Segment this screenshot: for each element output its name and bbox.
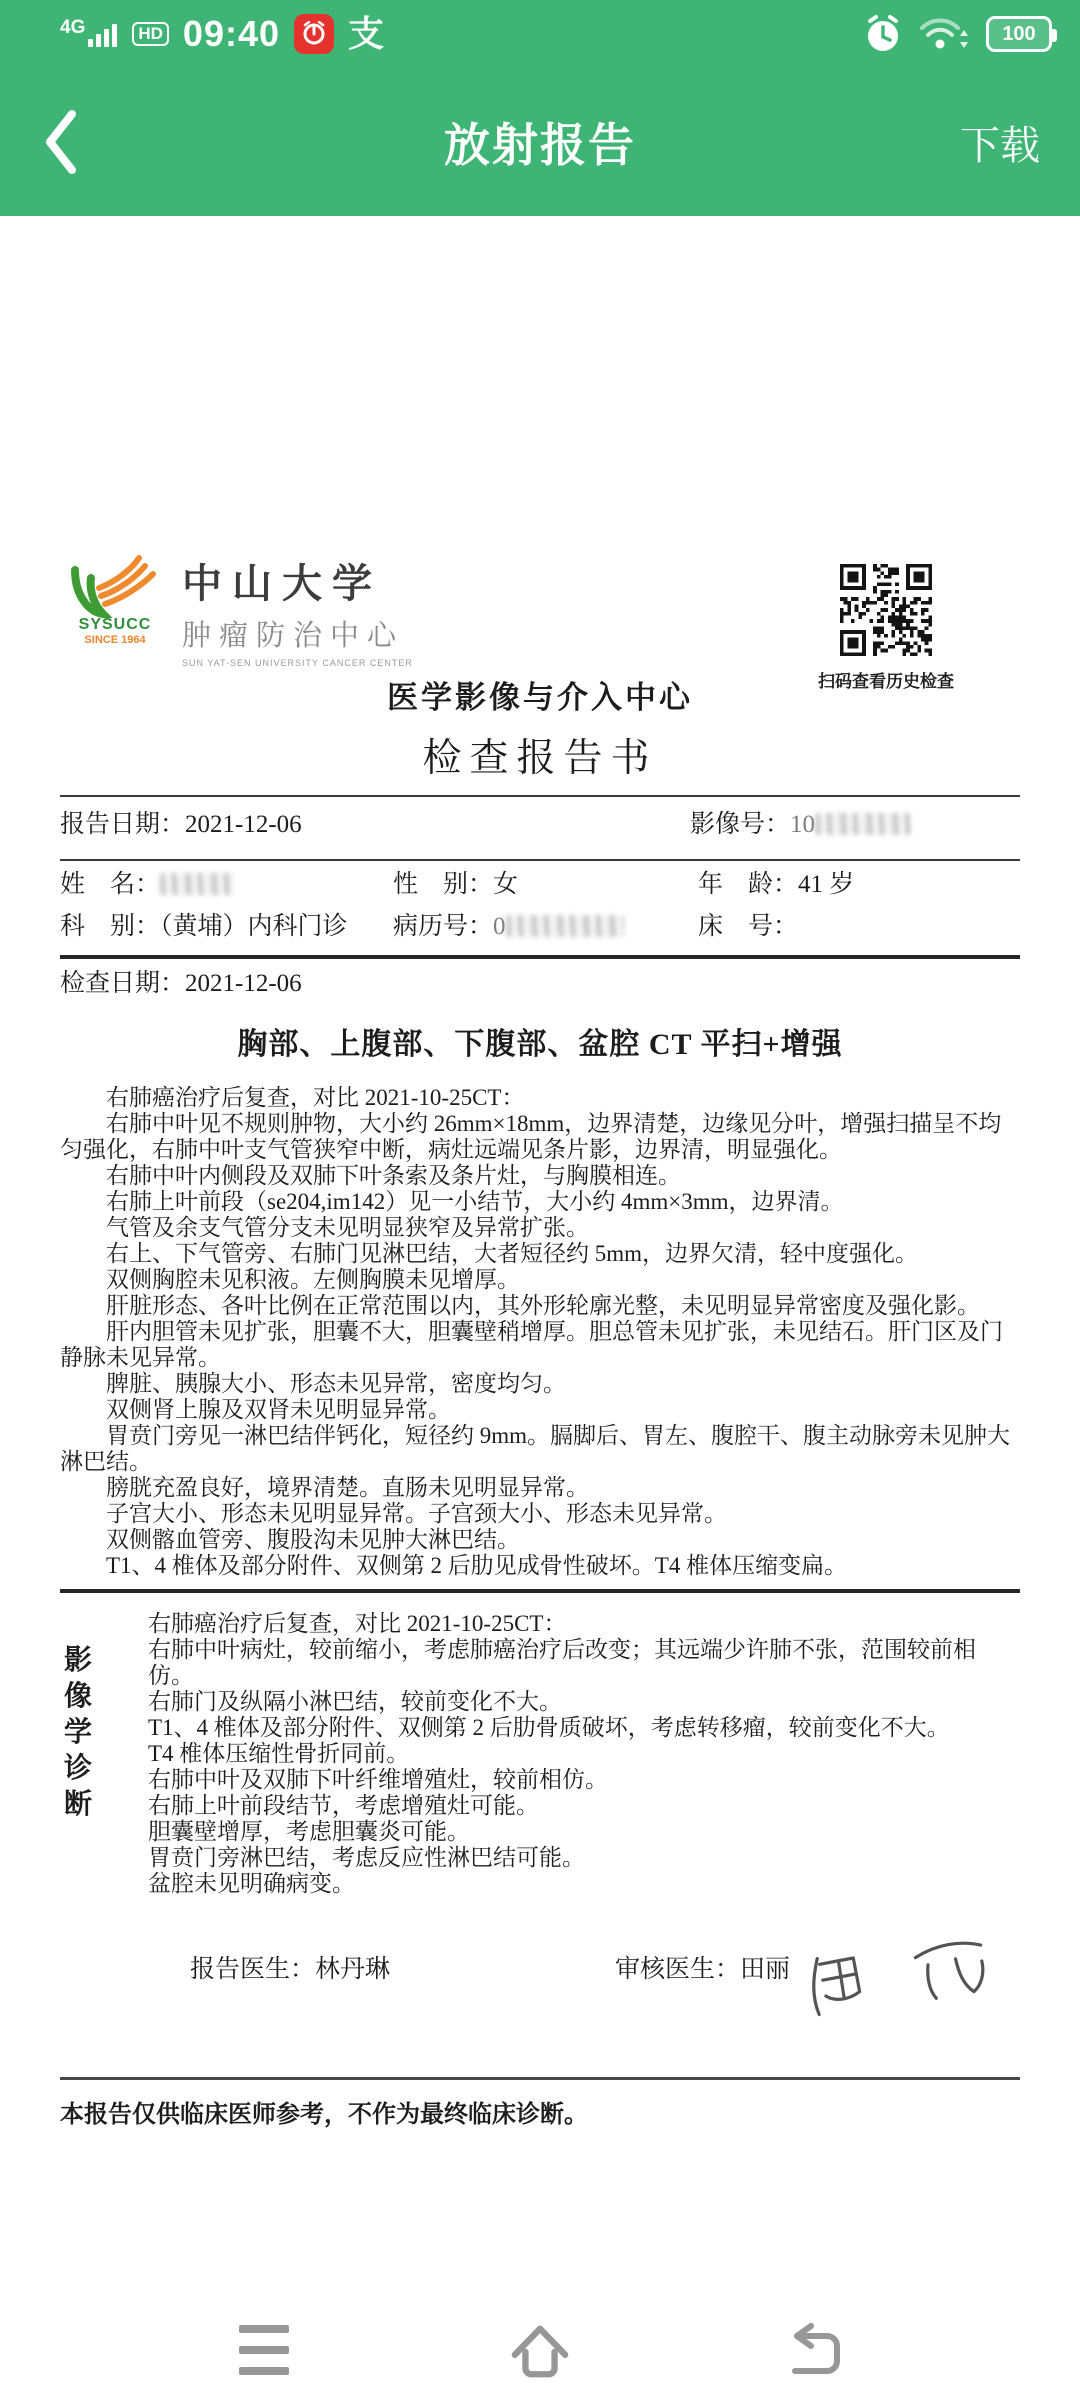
findings-line: 右肺上叶前段（se204,im142）见一小结节，大小约 4mm×3mm，边界清。	[106, 1189, 844, 1214]
signal-bars-icon	[88, 21, 118, 47]
findings-line: 右上、下气管旁、右肺门见淋巴结，大者短径约 5mm，边界欠清，轻中度强化。	[106, 1241, 919, 1266]
diagnosis-content	[148, 1611, 1020, 1897]
bed-label: 床 号：	[698, 913, 799, 940]
diagnosis-line: 右肺门及纵隔小淋巴结，较前变化不大。	[148, 1689, 562, 1714]
dept-value: （黄埔）内科门诊	[160, 913, 348, 940]
findings-line: T1、4 椎体及部分附件、双侧第 2 后肋见成骨性破坏。T4 椎体压缩变扁。	[106, 1553, 848, 1578]
wifi-icon	[920, 14, 970, 54]
report-date-value: 2021-12-06	[185, 811, 302, 838]
signal-strength-icon	[60, 17, 118, 47]
back-nav-button[interactable]	[784, 2318, 848, 2382]
divider	[60, 2077, 1020, 2080]
qr-caption: 扫码查看历史检查	[818, 672, 954, 691]
diagnosis-section	[60, 1611, 1020, 1897]
diagnosis-line: 右肺上叶前段结节，考虑增殖灶可能。	[148, 1793, 539, 1818]
document-title: 检查报告书	[422, 737, 658, 780]
return-arrow-icon	[785, 2321, 847, 2379]
department-title: 医学影像与介入中心	[387, 680, 693, 715]
hd-voice-badge: HD	[132, 22, 169, 47]
qr-block	[804, 564, 968, 692]
status-time: 09:40	[182, 13, 280, 54]
findings-line: 双侧髂血管旁、腹股沟未见肿大淋巴结。	[106, 1527, 520, 1552]
findings-line: 气管及余支气管分支未见明显狭窄及异常扩张。	[106, 1215, 589, 1240]
diagnosis-line: 胆囊壁增厚，考虑胆囊炎可能。	[148, 1819, 470, 1844]
exam-title: 胸部、上腹部、下腹部、盆腔 CT 平扫+增强	[237, 1028, 843, 1061]
findings-line: 右肺中叶见不规则肿物，大小约 26mm×18mm，边界清楚，边缘见分叶，增强扫描呈不均匀强化，右肺中叶支气管狭窄中断，病灶远端见条片影，边界清，明显强化。	[60, 1111, 1002, 1162]
diagnosis-line: T1、4 椎体及部分附件、双侧第 2 后肋骨质破坏，考虑转移瘤，较前变化不大。	[148, 1715, 950, 1740]
mrn-label: 病历号：	[393, 913, 494, 940]
findings-section	[60, 1085, 1020, 1579]
findings-line: 右肺中叶内侧段及双肺下叶条索及条片灶，与胸膜相连。	[106, 1163, 681, 1188]
battery-percent: 100	[1002, 22, 1036, 45]
doctors-row	[60, 1927, 1020, 2043]
diagnosis-line: 右肺中叶病灶，较前缩小，考虑肺癌治疗后改变；其远端少许肺不张，范围较前相仿。	[148, 1637, 976, 1688]
age-label: 年 龄：	[698, 871, 799, 898]
hospital-logo-icon	[69, 552, 161, 618]
patient-row	[60, 861, 1020, 903]
findings-line: 子宫大小、形态未见明显异常。子宫颈大小、形态未见异常。	[106, 1501, 727, 1526]
report-doctor	[190, 1949, 390, 1985]
status-bar	[0, 0, 1080, 68]
image-no-label: 影像号：	[690, 811, 791, 838]
alipay-icon: 支	[348, 13, 385, 54]
back-button[interactable]	[40, 102, 100, 182]
notification-app-icon	[294, 14, 334, 54]
report-document	[0, 552, 1080, 2129]
hospital-name-cn: 中山大学	[182, 561, 382, 606]
android-nav-bar	[0, 2292, 1080, 2408]
download-button[interactable]: 下载	[960, 123, 1040, 168]
app-header	[0, 68, 1080, 216]
exam-date-row	[60, 959, 1020, 1003]
report-doctor-label: 报告医生：	[190, 1956, 316, 1983]
recents-button[interactable]	[232, 2318, 296, 2382]
findings-line: 肝内胆管未见扩张，胆囊不大，胆囊壁稍增厚。胆总管未见扩张，未见结石。肝门区及门静脉未见异常。	[60, 1319, 1003, 1370]
diagnosis-line: 右肺中叶及双肺下叶纤维增殖灶，较前相仿。	[148, 1767, 608, 1792]
alarm-clock-icon	[862, 13, 904, 55]
menu-icon	[239, 2325, 289, 2375]
diagnosis-line: 盆腔未见明确病变。	[148, 1871, 355, 1896]
review-doctor-name: 田丽	[740, 1956, 791, 1983]
age-value: 41 岁	[798, 871, 855, 898]
hospital-header	[60, 552, 1020, 691]
qr-code	[840, 564, 932, 661]
findings-line: 肝脏形态、各叶比例在正常范围以内，其外形轮廓光整，未见明显异常密度及强化影。	[106, 1293, 980, 1318]
report-date-label: 报告日期：	[60, 811, 186, 838]
redacted-smudge	[160, 873, 234, 895]
hospital-abbr: SYSUCC	[78, 616, 152, 633]
diagnosis-vertical-label: 影 像 学 诊 断	[64, 1645, 93, 1820]
findings-line: 膀胱充盈良好，境界清楚。直肠未见明显异常。	[106, 1475, 589, 1500]
gender-label: 性 别：	[393, 871, 494, 898]
report-date-row	[60, 797, 1020, 847]
reviewer-signature	[797, 1933, 1007, 2029]
name-label: 姓 名：	[60, 871, 161, 898]
exam-date-value: 2021-12-06	[185, 970, 302, 997]
review-doctor-label: 审核医生：	[615, 1956, 741, 1983]
findings-line: 胃贲门旁见一淋巴结伴钙化，短径约 9mm。膈脚后、胃左、腹腔干、腹主动脉旁未见肿大淋巴结。	[60, 1423, 1011, 1474]
redacted-smudge	[506, 915, 624, 937]
findings-line: 右肺癌治疗后复查，对比 2021-10-25CT：	[106, 1085, 525, 1110]
back-chevron-icon	[40, 102, 80, 182]
dept-label: 科 别：	[60, 913, 161, 940]
home-button[interactable]	[508, 2318, 572, 2382]
findings-line: 双侧胸腔未见积液。左侧胸膜未见增厚。	[106, 1267, 520, 1292]
findings-line: 脾脏、胰腺大小、形态未见异常，密度均匀。	[106, 1371, 566, 1396]
divider-thick	[60, 1589, 1020, 1593]
mrn-partial: 0	[493, 913, 506, 940]
qr-code-svg	[840, 564, 932, 656]
exam-date-label: 检查日期：	[60, 970, 186, 997]
dept-row	[60, 903, 1020, 945]
hospital-since: SINCE 1964	[84, 634, 146, 646]
hospital-name-en: SUN YAT-SEN UNIVERSITY CANCER CENTER	[182, 658, 413, 668]
report-doctor-name: 林丹琳	[315, 1956, 391, 1983]
page-title: 放射报告	[444, 119, 636, 171]
disclaimer-text: 本报告仅供临床医师参考，不作为最终临床诊断。	[60, 2101, 588, 2128]
battery-indicator	[986, 16, 1052, 52]
network-type-label: 4G	[60, 17, 86, 38]
hospital-subtitle-cn: 肿瘤防治中心	[182, 620, 405, 652]
redacted-smudge	[815, 813, 911, 835]
home-icon	[508, 2319, 572, 2381]
gender-value: 女	[493, 871, 519, 898]
image-no-partial: 10	[790, 811, 816, 838]
review-doctor	[615, 1949, 790, 1985]
diagnosis-line: 胃贲门旁淋巴结，考虑反应性淋巴结可能。	[148, 1845, 585, 1870]
diagnosis-line: T4 椎体压缩性骨折同前。	[148, 1741, 410, 1766]
findings-line: 双侧肾上腺及双肾未见明显异常。	[106, 1397, 451, 1422]
diagnosis-line: 右肺癌治疗后复查，对比 2021-10-25CT：	[148, 1611, 567, 1636]
